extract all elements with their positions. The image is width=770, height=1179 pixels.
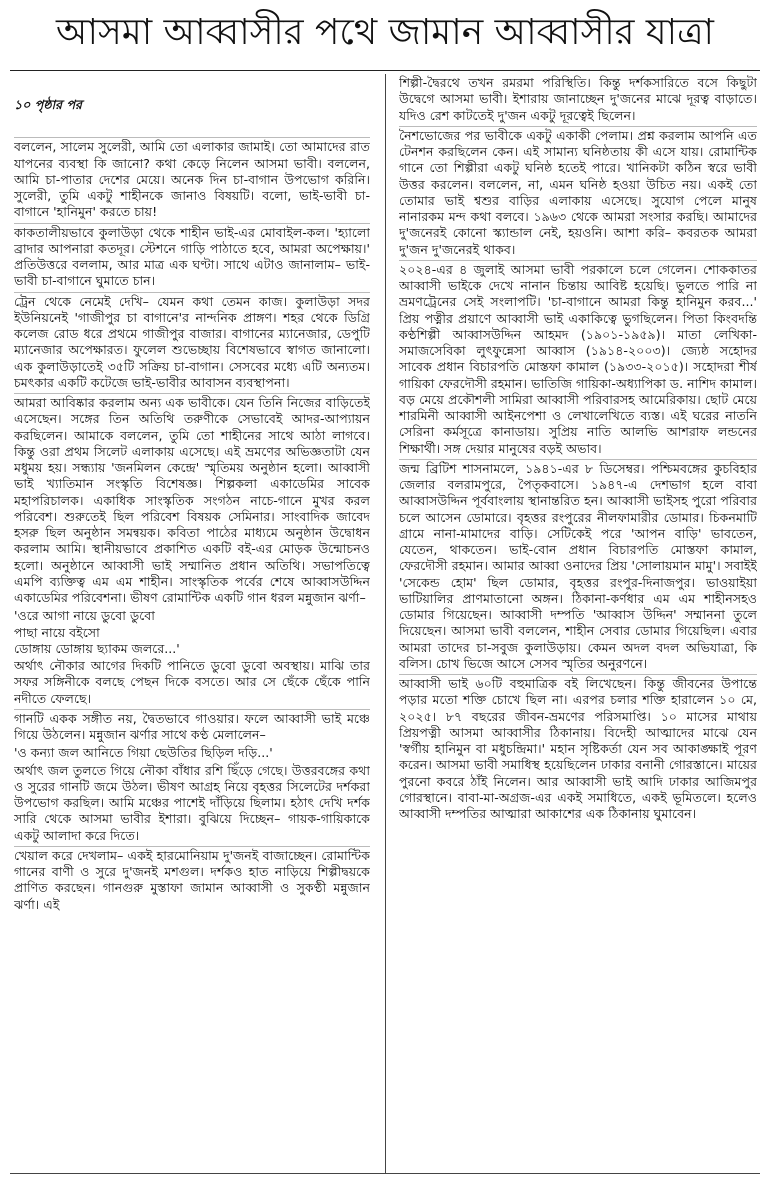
poem-line: ডোঙ্গায় ডোঙ্গায় ছ্যাকম জলরে...' [14, 640, 180, 656]
paragraph: অর্থাৎ জল তুলতে গিয়ে নৌকা বাঁধার রশি ছিঁড়ে গেছে। উত্তরবঙ্গের কথা ও সুরের গানটি জমে উঠল। ভীষণ আগ্রহ নিয়ে বৃহত্তর সিলেটের দর্শকরা উপভোগ করছিল। আমি মঞ্চের পাশেই দাঁড়িয়ে ছিলাম। হঠাৎ দেখি দর্শক সারি থেকে আসমা ভাবীর ইশারা। বুঝিয়ে দিচ্ছেন– গায়ক-গায়িকাকে একটু আলাদা করে দিতে। [14, 762, 370, 843]
song-quote-1 [14, 608, 370, 657]
article-column-right [399, 74, 757, 1174]
column-divider [385, 74, 386, 1174]
paragraph: নৈশভোজের পর ভাবীকে একটু একাকী পেলাম। প্রশ্ন করলাম আপনি এত টেনশন করছিলেন কেন। এই সামান্য ঘনিষ্ঠতায় কী এসে যায়। রোমান্টিক গানে তো শিল্পীরা একটু ঘনিষ্ঠ হতেই পারে। খানিকটা কঠিন স্বরে ভাবী উত্তর করলেন। বললেন, না, এমন ঘনিষ্ঠ হওয়া উচিত নয়। একই তো তোমার ভাই শ্বশুর বাড়ির এলাকায় এসেছে। সুযোগ পেলে মানুষ নানারকম মন্দ কথা বলবে। ১৯৬৩ থেকে আমরা সংসার করছি। আমাদের দু'জনেরই কোনো স্ক্যান্ডাল নেই, হয়ওনি। আশা করি– কবরতক আমরা দু'জন দু'জনেরই থাকব। [399, 127, 757, 257]
paragraph: বললেন, সালেম সুলেরী, আমি তো এলাকার জামাই। তো আমাদের রাত যাপনের ব্যবস্থা কি জানো? কথা কেড়ে নিলেন আসমা ভাবী। বললেন, আমি চা-পাতার দেশের মেয়ে। অনেক দিন চা-বাগান উপভোগ করিনি। সুলেরী, তুমি একটু শাহীনকে জানাও বিষয়টি। বলো, ভাই-ভাবী চা-বাগানে 'হানিমুন' করতে চায়! [14, 139, 370, 220]
paragraph: শিল্পী-দ্বৈরথে তখন রমরমা পরিস্থিতি। কিন্তু দর্শকসারিতে বসে কিছুটা উদ্বেগে আসমা ভাবী। ইশারায় জানাচ্ছেন দু'জনের মাঝে দূরত্ব বাড়াতে। যদিও রেশ কাটতেই দু'জন একটু দূরত্বেই ছিলেন। [399, 75, 757, 123]
paragraph: আব্বাসী ভাই ৬০টি বহুমাত্রিক বই লিখেছেন। কিন্তু জীবনের উপান্তে পড়ার মতো শক্তি চোখে ছিল না। এরপর চলার শক্তি হারালেন ১০ মে, ২০২৫। ৮৭ বছরের জীবন-ভ্রমণের পরিসমাপ্তি। ১০ মাসের মাথায় প্রিয়পত্নী আসমা আব্বাসীর ঠিকানায়। বিদেহী আত্মাদের মাঝে যেন 'স্বর্গীয় হানিমুন বা মধুচন্দ্রিমা।' মহান সৃষ্টিকর্তা যেন সব আকাঙ্ক্ষাই পূরণ করেন। আসমা ভাবী সমাধিস্থ হয়েছিলেন ঢাকার বনানী গোরস্তানে। মায়ের পুরনো কবরে ঠাঁই নিলেন। আর আব্বাসী ভাই আদি ঢাকার আজিমপুর গোরস্থানে। বাবা-মা-অগ্রজ-এর একই সমাধিতে, একই ভূমিতলে। হলেও আব্বাসী দম্পতির আত্মারা আকাশের এক ঠিকানায় ঘুমাবেন। [399, 676, 757, 821]
article-column-left [14, 96, 370, 1174]
poem-line: 'ওরে আগা নায়ে ডুবো ডুবো [14, 608, 155, 624]
poem-line: পাছা নায়ে বইসো [14, 624, 100, 640]
paragraph: কাকতালীয়ভাবে কুলাউড়া থেকে শাহীন ভাই-এর মোবাইল-কল। 'হ্যালো ব্রাদার আপনারা কতদূর। স্টেশনে গাড়ি পাঠাতে হবে, আমরা অপেক্ষায়।' প্রতিউত্তরে বললাম, আর মাত্র এক ঘণ্টা। সাথে এটাও জানালাম– ভাই-ভাবী চা-বাগানে ঘুমাতে চান। [14, 224, 370, 289]
bottom-rule [10, 1173, 760, 1174]
paragraph: ২০২৪-এর ৪ জুলাই আসমা ভাবী পরকালে চলে গেলেন। শোককাতর আব্বাসী ভাইকে দেখে নানান চিন্তায় আবিষ্ট হয়েছি। ভুলতে পারি না ভ্রমণট্রেনের সেই সংলাপটি। 'চা-বাগানে আমরা কিন্তু হানিমুন করব...' প্রিয় পত্নীর প্রয়াণে আব্বাসী ভাই একাকিত্বে ভুগছিলেন। পিতা কিংবদন্তি কণ্ঠশিল্পী আব্বাসউদ্দিন আহমদ (১৯০১-১৯৫৯)। মাতা লেখিকা-সমাজসেবিকা লুৎফুন্নেসা আব্বাস (১৯১৪-২০০৩)। জ্যেষ্ঠ সহোদর সাবেক প্রধান বিচারপতি মোস্তফা কামাল (১৯৩৩-২০১৫)। সহোদরা শীর্ষ গায়িকা ফেরদৌসী রহমান। ভাতিজি গায়িকা-অধ্যাপিকা ড. নাশিদ কামাল। বড় মেয়ে প্রকৌশলী সামিরা আব্বাসী পরিবারসহ আমেরিকায়। ছোট মেয়ে শারমিনী আব্বাসী আইনপেশা ও লেখালেখিতে ব্যস্ত। এই ঘরের নাতনি সেরিনা কর্মসূত্রে কানাডায়। সুপ্রিয় নাতি আলভি আশরাফ লন্ডনের শিক্ষার্থী। সঙ্গ দেয়ার মানুষের বড়ই অভাব। [399, 261, 757, 456]
paragraph: খেয়াল করে দেখলাম– একই হারমোনিয়াম দু'জনই বাজাচ্ছেন। রোমান্টিক গানের বাণী ও সুরে দু'জনই মশগুল। দর্শকও হাত নাড়িয়ে শিল্পীদ্বয়কে প্রাণিত করছেন। গানগুরু মুস্তাফা জামান আব্বাসী ও সুকণ্ঠী মন্নুজান ঝর্ণা। এই [14, 847, 370, 912]
song-quote-2 [14, 745, 370, 761]
paragraph: অর্থাৎ নৌকার আগের দিকটি পানিতে ডুবো ডুবো অবস্থায়। মাঝি তার সফর সঙ্গিনীকে বলছে পেছন দিকে বসতে। আর সে ছেঁকে ছেঁকে পানি নদীতে ফেলছে। [14, 658, 370, 706]
paragraph: জন্ম ব্রিটিশ শাসনামলে, ১৯৪১-এর ৮ ডিসেম্বর। পশ্চিমবঙ্গের কুচবিহার জেলার বলরামপুরে, পৈতৃকবাসে। ১৯৪৭-এ দেশভাগ হলে বাবা আব্বাসউদ্দিন পূর্ববাংলায় স্থানান্তরিত হন। আব্বাসী ভাইসহ পুরো পরিবার চলে আসেন ডোমারে। বৃহত্তর রংপুরের নীলফামারীর ডোমার। চিকনমাটি গ্রামে নানা-মামাদের বাড়ি। সেটিকেই পরে 'আপন বাড়ি' ভাবতেন, যেতেন, থাকতেন। ভাই-বোন প্রধান বিচারপতি মোস্তফা কামাল, ফেরদৌসী রহমান। আমার আব্বা ওনাদের প্রিয় 'সোলায়মান মামু'। সবাইই 'সেকেন্ড হোম' ছিল ডোমার, বৃহত্তর রংপুর-দিনাজপুর। ভাওয়াইয়া ভাটিয়ালির প্রাণমাতানো অঙ্গন। ঠিকানা-কর্ণধার এম এম শাহীনসহও ডোমার গিয়েছেন। আব্বাসী দম্পতি 'আব্বাস উদ্দিন' সম্মাননা তুলে দিয়েছেন। আসমা ভাবী বললেন, শাহীন সেবার ডোমার গিয়েছিল। এবার আমরা তাদের চা-সবুজ কুলাউড়ায়। কেমন অদল বদল অভিযাত্রা, কি বলিস। চোখ ভিজে আসে সেসব স্মৃতির অনুরণনে। [399, 460, 757, 671]
poem-line: 'ও কন্যা জল আনিতে গিয়া ছেউতির ছিড়িল দড়ি...' [14, 745, 273, 761]
paragraph: ট্রেন থেকে নেমেই দেখি– যেমন কথা তেমন কাজ। কুলাউড়া সদর ইউনিয়নেই 'গাজীপুর চা বাগানে'র নান্দনিক প্রাঙ্গণ। শহর থেকে ডিগ্রি কলেজ রোড ধরে প্রথমে গাজীপুর বাজার। বাগানের ম্যানেজার, ডেপুটি ম্যানেজার অপেক্ষারত। ফুলেল শুভেচ্ছায় বিশেষভাবে স্বাগত জানালো। এক কুলাউড়াতেই ৩৫টি সক্রিয় চা-বাগান। সেসবের মধ্যে এটি অন্যতম। চমৎকার একটি কটেজে ভাই-ভাবীর আবাসন ব্যবস্থাপনা। [14, 293, 370, 390]
paragraph: আমরা আবিষ্কার করলাম অন্য এক ভাবীকে। যেন তিনি নিজের বাড়িতেই এসেছেন। সঙ্গের তিন অতিথি তরুণীকে সেভাবেই আদর-আপ্যায়ন করছিলেন। আমাকে বললেন, তুমি তো শাহীনের সাথে আঠা লাগবে। কিন্তু ওরা প্রথম সিলেট এলাকায় এসেছে। এই ভ্রমণের অভিজ্ঞতাটা যেন মধুময় হয়। সন্ধ্যায় 'জনমিলন কেন্দ্রে' স্মৃতিময় অনুষ্ঠান হলো। আব্বাসী ভাই খ্যাতিমান সংস্কৃতি বিশেষজ্ঞ। শিল্পকলা একাডেমির সাবেক মহাপরিচালক। একাধিক সাংস্কৃতিক সংগঠন নাচে-গানে মুখর করল পরিবেশ। শুরুতেই ছিল পরিবেশ বিষয়ক সেমিনার। সাংবাদিক জাবেদ হসরু ছিল অনুষ্ঠান সমন্বয়ক। কবিতা পাঠের মাধ্যমে অনুষ্ঠান উদ্বোধন করলাম আমি। স্থানীয়ভাবে প্রকাশিত একটি বই-এর মোড়ক উন্মোচনও হলো। অনুষ্ঠানে আব্বাসী ভাই সম্মানিত প্রধান অতিথি। সভাপতিত্বে এমপি ব্যক্তিত্ব এম এম শাহীন। সাংস্কৃতিক পর্বের শেষে আব্বাসউদ্দিন একাডেমির পরিবেশনা। ভীষণ রোমান্টিক একটি গান ধরল মন্নুজান ঝর্ণা– [14, 395, 370, 605]
paragraph: গানটি একক সঙ্গীত নয়, দ্বৈতভাবে গাওয়ার। ফলে আব্বাসী ভাই মঞ্চে গিয়ে উঠলেন। মন্নুজান ঝর্ণার সাথে কণ্ঠ মেলালেন– [14, 710, 370, 742]
article-headline: আসমা আব্বাসীর পথে জামান আব্বাসীর যাত্রা [56, 12, 714, 53]
continued-from-label: ১০ পৃষ্ঠার পর [14, 97, 82, 112]
headline-rule [10, 70, 760, 71]
